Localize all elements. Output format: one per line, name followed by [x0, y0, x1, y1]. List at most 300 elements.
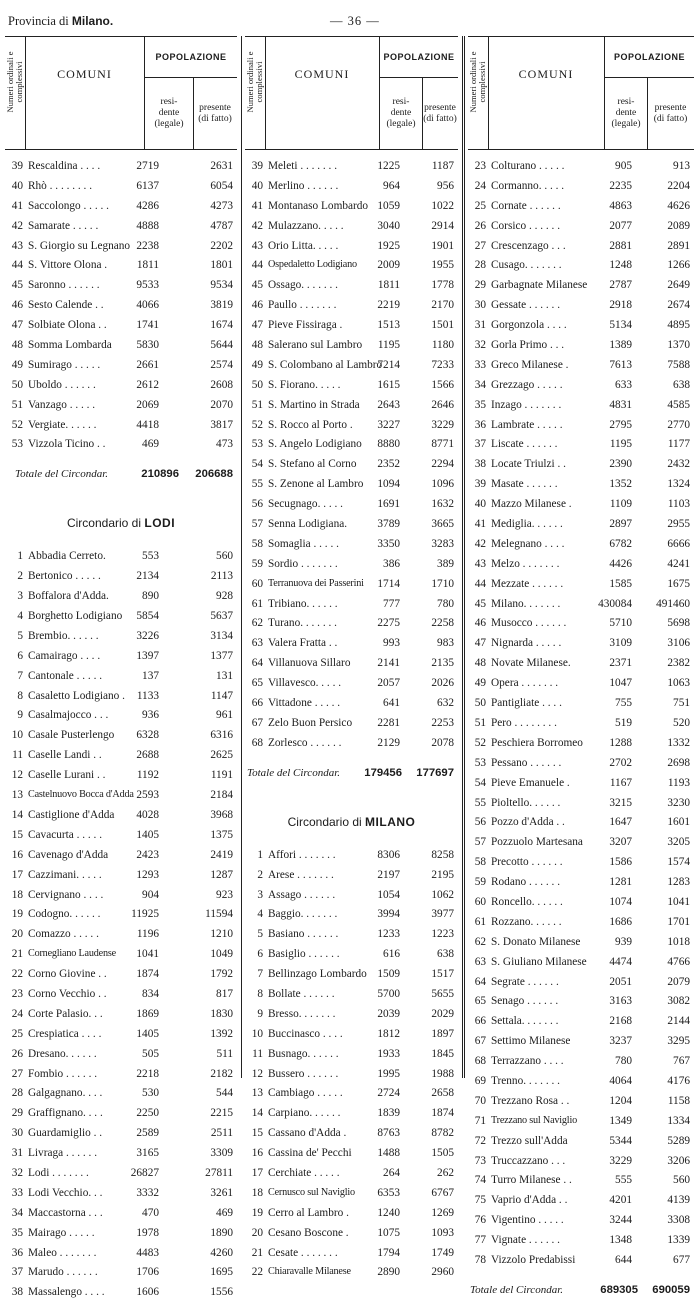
- comune-name: Pero . . . . . . . .: [491, 716, 557, 729]
- table-row: [5, 259, 237, 279]
- table-row: [5, 1048, 237, 1068]
- table-row: [5, 849, 237, 869]
- presente-header: presente (di fatto): [423, 102, 457, 124]
- row-number: 51: [251, 398, 263, 411]
- residente-value: 1195: [377, 339, 400, 352]
- row-number: 6: [17, 649, 23, 662]
- table-row: [5, 670, 237, 690]
- comune-name: Cernusco sul Naviglio: [268, 1186, 355, 1198]
- row-number: 2: [17, 570, 23, 583]
- comune-name: Colturano . . . . .: [491, 160, 565, 172]
- row-number: 9: [17, 709, 23, 722]
- table-row: [245, 1266, 458, 1286]
- residente-value: 4888: [136, 219, 159, 232]
- table-row: [468, 797, 694, 817]
- residente-value: 4201: [609, 1194, 632, 1207]
- residente-value: 1397: [136, 649, 159, 662]
- residente-value: 2612: [136, 378, 159, 391]
- presente-value: 3817: [210, 418, 233, 431]
- row-number: 47: [474, 637, 486, 650]
- presente-value: 7588: [667, 358, 690, 371]
- presente-value: 1830: [210, 1007, 233, 1020]
- row-number: 13: [11, 789, 23, 802]
- row-number: 48: [11, 339, 23, 352]
- comune-name: S. Giuliano Milanese: [491, 955, 587, 968]
- residente-value: 3215: [609, 796, 632, 809]
- comune-name: Peschiera Borromeo: [491, 736, 583, 749]
- presente-value: 6054: [210, 179, 233, 192]
- residente-value: 1925: [377, 239, 400, 252]
- comune-name: Casalmajocco . . .: [28, 709, 109, 722]
- table-row: [5, 438, 237, 458]
- table-row: [468, 936, 694, 956]
- comune-name: Pantigliate . . . .: [491, 697, 562, 710]
- comune-name: Corno Vecchio . .: [28, 987, 107, 1000]
- residente-value: 1714: [377, 577, 400, 590]
- presente-value: 544: [216, 1087, 233, 1100]
- row-number: 67: [474, 1035, 486, 1048]
- comune-name: Vaprio d'Adda . .: [491, 1194, 568, 1207]
- presente-value: 4176: [667, 1074, 690, 1087]
- table-row: [5, 1247, 237, 1267]
- table-row: [468, 319, 694, 339]
- residente-value: 1225: [377, 160, 400, 172]
- residente-value: 1059: [377, 199, 400, 212]
- table-row: [245, 399, 458, 419]
- comune-name: Grezzago . . . . .: [491, 378, 563, 391]
- row-number: 12: [251, 1067, 263, 1080]
- table-row: [5, 1286, 237, 1306]
- comune-name: Maleo . . . . . . .: [28, 1246, 97, 1259]
- presente-value: 3283: [431, 537, 454, 550]
- presente-value: 1701: [667, 915, 690, 928]
- table-row: [468, 995, 694, 1015]
- presente-value: 5698: [667, 617, 690, 630]
- table-row: [5, 709, 237, 729]
- row-number: 17: [11, 868, 23, 881]
- row-number: 19: [11, 908, 23, 921]
- row-number: 31: [11, 1147, 23, 1160]
- presente-value: 1063: [667, 677, 690, 690]
- residente-value: 555: [615, 1174, 632, 1187]
- comune-name: Liscate . . . . . .: [491, 438, 558, 451]
- presente-value: 262: [437, 1166, 454, 1179]
- residente-value: 1233: [377, 928, 400, 941]
- row-number: 12: [11, 769, 23, 782]
- residente-value: 470: [142, 1206, 159, 1219]
- table-row: [468, 1095, 694, 1115]
- table-row: [468, 160, 694, 180]
- comune-name: Codogno. . . . . .: [28, 908, 101, 921]
- residente-value: 2129: [377, 736, 400, 749]
- table-row: [468, 438, 694, 458]
- table-row: [245, 200, 458, 220]
- table-row: [245, 1127, 458, 1147]
- comune-name: Pozzuolo Martesana: [491, 836, 583, 849]
- comune-name: Sesto Calende . .: [28, 299, 104, 312]
- table-header: [245, 36, 458, 150]
- comune-name: Cavacurta . . . . .: [28, 828, 103, 841]
- presente-value: 2113: [210, 570, 233, 583]
- comune-name: Corno Giovine . .: [28, 968, 107, 981]
- table-row: [5, 1068, 237, 1088]
- residente-value: 964: [383, 179, 400, 192]
- comune-name: Mulazzano. . . . .: [268, 219, 344, 232]
- row-number: 46: [11, 299, 23, 312]
- table-row: [468, 578, 694, 598]
- presente-value: 1801: [210, 259, 233, 272]
- row-number: 1: [17, 550, 23, 563]
- comune-name: Trenno. . . . . . .: [491, 1074, 560, 1087]
- ordinal-header: [468, 37, 489, 149]
- presente-value: 2960: [431, 1266, 454, 1279]
- comune-name: Baggio. . . . . . .: [268, 908, 338, 921]
- residente-value: 26827: [130, 1166, 159, 1179]
- residente-value: 4028: [136, 808, 159, 821]
- residente-value: 1615: [377, 378, 400, 391]
- row-number: 48: [474, 657, 486, 670]
- table-header: [468, 36, 694, 150]
- column-divider: [241, 36, 242, 1078]
- comune-name: S. Zenone al Lambro: [268, 478, 364, 491]
- row-number: 6: [257, 948, 263, 961]
- row-number: 59: [251, 557, 263, 570]
- comune-name: Paullo . . . . . . .: [268, 299, 337, 312]
- row-number: 70: [474, 1094, 486, 1107]
- presente-value: 1566: [431, 378, 454, 391]
- residente-value: 2039: [377, 1007, 400, 1020]
- residente-value: 1349: [609, 1114, 632, 1127]
- table-row: [468, 876, 694, 896]
- row-number: 30: [474, 299, 486, 312]
- table-row: [245, 598, 458, 618]
- table-row: [245, 1028, 458, 1048]
- table-row: [468, 1254, 694, 1274]
- row-number: 4: [257, 908, 263, 921]
- residente-value: 2423: [136, 848, 159, 861]
- presente-value: 9534: [210, 279, 233, 292]
- presente-value: 1517: [431, 968, 454, 981]
- presente-value: 3968: [210, 808, 233, 821]
- row-number: 58: [251, 537, 263, 550]
- residente-value: 7214: [377, 358, 400, 371]
- row-number: 21: [11, 948, 23, 961]
- presente-value: 2382: [667, 657, 690, 670]
- table-row: [5, 1167, 237, 1187]
- column-1: [5, 36, 237, 1306]
- comune-name: Camairago . . . .: [28, 649, 101, 662]
- presente-value: 3229: [431, 418, 454, 431]
- table-row: [245, 1207, 458, 1227]
- row-number: 77: [474, 1234, 486, 1247]
- comune-name: Settala. . . . . . .: [491, 1015, 559, 1028]
- presente-value: 2674: [667, 299, 690, 312]
- row-number: 24: [11, 1007, 23, 1020]
- residente-value: 5134: [609, 319, 632, 332]
- residente-value: 1874: [136, 968, 159, 981]
- comune-name: Pozzo d'Adda . .: [491, 816, 565, 829]
- residente-value: 1585: [609, 577, 632, 590]
- presente-value: 2511: [210, 1127, 233, 1140]
- table-row: [468, 518, 694, 538]
- table-row: [5, 968, 237, 988]
- row-number: 64: [251, 657, 263, 670]
- residente-value: 2918: [609, 299, 632, 312]
- table-row: [468, 637, 694, 657]
- row-number: 10: [251, 1027, 263, 1040]
- residente-value: 2688: [136, 749, 159, 762]
- comune-name: Merlino . . . . . .: [268, 179, 339, 192]
- table-row: [5, 160, 237, 180]
- table-row: [5, 1207, 237, 1227]
- ordinal-header-label: Numeri ordinali e complessivi: [5, 51, 24, 113]
- residente-value: 4418: [136, 418, 159, 431]
- residente-header: resi- dente (legale): [145, 78, 194, 149]
- table-row: [5, 180, 237, 200]
- comune-name: Garbagnate Milanese: [491, 279, 588, 292]
- presente-value: 1501: [431, 319, 454, 332]
- presente-value: 677: [673, 1253, 690, 1266]
- row-number: 45: [251, 279, 263, 292]
- comune-name: Rescaldina . . . .: [28, 160, 101, 172]
- total-presente: 690059: [652, 1283, 690, 1296]
- table-row: [5, 690, 237, 710]
- row-number: 54: [474, 776, 486, 789]
- presente-value: 2204: [667, 179, 690, 192]
- comune-name: S. Martino in Strada: [268, 398, 360, 411]
- row-number: 21: [251, 1246, 263, 1259]
- presente-value: 1283: [667, 876, 690, 889]
- row-number: 78: [474, 1253, 486, 1266]
- row-number: 43: [474, 557, 486, 570]
- presente-value: 560: [216, 550, 233, 563]
- comune-name: Guardamiglio . .: [28, 1127, 103, 1140]
- table-row: [245, 438, 458, 458]
- presente-value: 1193: [667, 776, 690, 789]
- presente-value: 632: [437, 697, 454, 710]
- comune-name: Cusago. . . . . . .: [491, 259, 562, 272]
- presente-value: 3230: [667, 796, 690, 809]
- presente-value: 5644: [210, 339, 233, 352]
- residente-value: 616: [383, 948, 400, 961]
- presente-value: 1955: [431, 259, 454, 272]
- presente-value: 4241: [667, 557, 690, 570]
- comune-name: S. Fiorano. . . . .: [268, 378, 341, 391]
- presente-value: 638: [673, 378, 690, 391]
- presente-value: 8258: [431, 848, 454, 861]
- circondario-label: Circondario di: [287, 814, 362, 829]
- table-row: [5, 570, 237, 590]
- residente-value: 1047: [609, 677, 632, 690]
- table-row: [468, 299, 694, 319]
- presente-value: 961: [216, 709, 233, 722]
- comune-name: Roncello. . . . . .: [491, 895, 563, 908]
- comune-name: Affori . . . . . . .: [268, 848, 336, 861]
- comune-name: Terranuova dei Passerini: [268, 577, 364, 589]
- table-row: [245, 697, 458, 717]
- row-number: 52: [251, 418, 263, 431]
- presente-value: 1601: [667, 816, 690, 829]
- residente-value: 2881: [609, 239, 632, 252]
- row-number: 54: [251, 458, 263, 471]
- comune-name: Saronno . . . . . .: [28, 279, 100, 292]
- table-row: [5, 729, 237, 749]
- row-number: 15: [251, 1127, 263, 1140]
- presente-value: 2631: [210, 160, 233, 172]
- comune-name: Tribiano. . . . . .: [268, 597, 338, 610]
- residente-value: 5700: [377, 987, 400, 1000]
- table-row: [5, 789, 237, 809]
- row-number: 13: [251, 1087, 263, 1100]
- row-number: 5: [17, 629, 23, 642]
- presente-value: 2294: [431, 458, 454, 471]
- residente-value: 3165: [136, 1147, 159, 1160]
- table-row: [468, 896, 694, 916]
- comune-name: Senna Lodigiana.: [268, 518, 348, 531]
- residente-value: 1405: [136, 828, 159, 841]
- residente-value: 890: [142, 590, 159, 603]
- table-row: [468, 1015, 694, 1035]
- residente-value: 2069: [136, 398, 159, 411]
- table-row: [468, 1035, 694, 1055]
- comune-name: Busnago. . . . . .: [268, 1047, 339, 1060]
- comune-name: Pieve Emanuele .: [491, 776, 570, 789]
- residente-value: 6782: [609, 537, 632, 550]
- row-number: 38: [474, 458, 486, 471]
- residente-value: 2168: [609, 1015, 632, 1028]
- comune-name: Basiglio . . . . . .: [268, 948, 340, 961]
- row-number: 44: [474, 577, 486, 590]
- residente-value: 1075: [377, 1226, 400, 1239]
- total-label: Totale del Circondar.: [247, 766, 341, 779]
- residente-value: 3227: [377, 418, 400, 431]
- residente-value: 5344: [609, 1134, 632, 1147]
- presente-value: 2215: [210, 1107, 233, 1120]
- row-number: 61: [474, 915, 486, 928]
- table-row: [245, 637, 458, 657]
- residente-value: 7613: [609, 358, 632, 371]
- residente-value: 2352: [377, 458, 400, 471]
- residente-value: 755: [615, 697, 632, 710]
- comune-name: Brembio. . . . . .: [28, 629, 99, 642]
- ordinal-header: [5, 37, 26, 149]
- table-row: [5, 948, 237, 968]
- comune-name: Sordio . . . . . . .: [268, 557, 338, 570]
- comune-name: Pessano . . . . . .: [491, 756, 562, 769]
- comune-name: Cassina de' Pecchi: [268, 1147, 352, 1160]
- row-number: 60: [251, 577, 263, 590]
- row-number: 66: [251, 697, 263, 710]
- residente-value: 9533: [136, 279, 159, 292]
- row-number: 5: [257, 928, 263, 941]
- row-number: 31: [474, 319, 486, 332]
- presente-value: 2135: [431, 657, 454, 670]
- table-row: [245, 928, 458, 948]
- comune-name: Trezzano Rosa . .: [491, 1094, 570, 1107]
- comune-name: Mazzo Milanese .: [491, 498, 572, 511]
- comune-name: Ospedaletto Lodigiano: [268, 259, 357, 271]
- residente-value: 1869: [136, 1007, 159, 1020]
- residente-value: 2593: [136, 789, 159, 802]
- comune-name: Crespiatica . . . .: [28, 1027, 102, 1040]
- comune-name: Truccazzano . . .: [491, 1154, 566, 1167]
- row-number: 43: [251, 239, 263, 252]
- comune-name: Senago . . . . . .: [491, 995, 559, 1008]
- row-number: 25: [11, 1027, 23, 1040]
- presente-value: 389: [437, 557, 454, 570]
- table-row: [468, 558, 694, 578]
- residente-value: 2787: [609, 279, 632, 292]
- presente-value: 2574: [210, 358, 233, 371]
- presente-value: 1874: [431, 1107, 454, 1120]
- comune-name: Pioltello. . . . . .: [491, 796, 561, 809]
- residente-value: 2371: [609, 657, 632, 670]
- presente-value: 520: [673, 716, 690, 729]
- row-number: 18: [251, 1186, 263, 1199]
- row-number: 42: [11, 219, 23, 232]
- row-number: 36: [11, 1246, 23, 1259]
- row-number: 15: [11, 828, 23, 841]
- table-row: [245, 948, 458, 968]
- comune-name: S. Colombano al Lambro: [268, 358, 383, 371]
- residente-value: 780: [615, 1055, 632, 1068]
- comune-name: Comazzo . . . . .: [28, 928, 99, 941]
- presente-value: 3665: [431, 518, 454, 531]
- row-number: 50: [474, 697, 486, 710]
- row-number: 42: [474, 537, 486, 550]
- table-row: [468, 240, 694, 260]
- row-number: 41: [474, 518, 486, 531]
- row-number: 29: [474, 279, 486, 292]
- residente-value: 1995: [377, 1067, 400, 1080]
- row-number: 20: [251, 1226, 263, 1239]
- residente-header: resi- dente (legale): [380, 78, 423, 149]
- row-number: 39: [11, 160, 23, 172]
- residente-value: 2077: [609, 219, 632, 232]
- table-row: [5, 299, 237, 319]
- row-number: 55: [474, 796, 486, 809]
- presente-value: 4626: [667, 199, 690, 212]
- ordinal-header-label: Numeri ordinali e complessivi: [245, 51, 264, 113]
- comune-name: Gorgonzola . . . .: [491, 319, 567, 332]
- table-row: [245, 1167, 458, 1187]
- row-number: 32: [11, 1166, 23, 1179]
- presente-value: 3082: [667, 995, 690, 1008]
- presente-value: 1695: [210, 1266, 233, 1279]
- row-number: 4: [17, 610, 23, 623]
- residente-value: 1691: [377, 498, 400, 511]
- presente-value: 6767: [431, 1186, 454, 1199]
- residente-value: 1293: [136, 868, 159, 881]
- residente-value: 1352: [609, 478, 632, 491]
- row-number: 37: [474, 438, 486, 451]
- table-row: [245, 1107, 458, 1127]
- row-number: 7: [17, 669, 23, 682]
- comune-name: Salerano sul Lambro: [268, 339, 363, 352]
- row-number: 71: [474, 1114, 486, 1127]
- table-row: [5, 419, 237, 439]
- presente-value: 1158: [667, 1094, 690, 1107]
- residente-value: 2141: [377, 657, 400, 670]
- presente-value: 27811: [205, 1166, 233, 1179]
- comune-name: Nignarda . . . . .: [491, 637, 562, 650]
- table-header: [5, 36, 237, 150]
- residente-value: 3350: [377, 537, 400, 550]
- table-row: [5, 1127, 237, 1147]
- presente-value: 1062: [431, 888, 454, 901]
- table-row: [468, 816, 694, 836]
- presente-value: 2089: [667, 219, 690, 232]
